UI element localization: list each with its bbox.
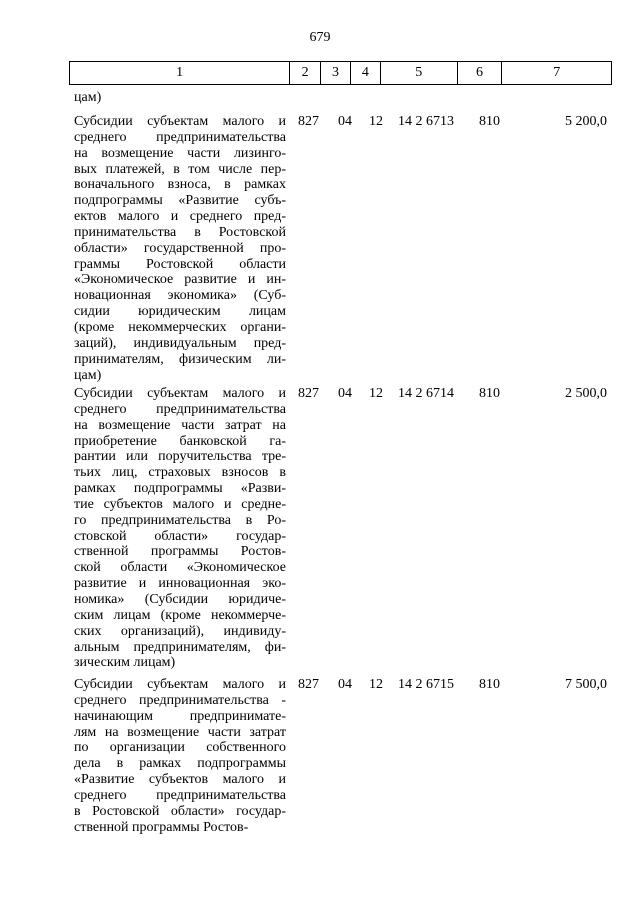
header-cell-2: 2	[290, 62, 321, 84]
header-cell-4: 4	[351, 62, 381, 84]
description-line: (кроме некоммерческих органи-	[74, 319, 286, 335]
description-line: Субсидии субъектам малого и	[74, 677, 286, 692]
description-line: Субсидии субъектам малого и	[74, 386, 286, 401]
subsection-code: 12	[369, 677, 383, 692]
description-line: тие субъектов малого и средне-	[74, 496, 286, 512]
row-description	[74, 114, 286, 383]
description-line: принимательства в Ростовской	[74, 224, 286, 240]
description-line: стовской области» государ-	[74, 528, 286, 544]
description-line: по организации собственного	[74, 740, 286, 756]
table-header	[69, 61, 612, 85]
admin-code: 827	[298, 114, 319, 129]
description-line: на возмещение части затрат на	[74, 417, 286, 433]
amount-value: 7 500,0	[565, 677, 607, 692]
expense-type-code: 810	[479, 386, 500, 401]
description-line: цам)	[74, 367, 102, 383]
description-line: граммы Ростовской области	[74, 256, 286, 272]
description-line: подпрограммы «Развитие субъ-	[74, 193, 286, 209]
description-line: ской области «Экономическое	[74, 560, 286, 576]
description-line: вых платежей, в том числе пер-	[74, 161, 286, 177]
description-line: среднего предпринимательства -	[74, 692, 286, 708]
header-cell-3: 3	[321, 62, 351, 84]
description-line: воначального взноса, в рамках	[74, 177, 286, 193]
amount-value: 2 500,0	[565, 386, 607, 401]
description-line: альным предпринимателям, фи-	[74, 639, 286, 655]
description-line: лям на возмещение части затрат	[74, 724, 286, 740]
description-line: ственной программы Ростов-	[74, 819, 249, 835]
description-line: «Развитие субъектов малого и	[74, 772, 286, 788]
target-article-code: 14 2 6714	[398, 386, 454, 401]
description-line: рамках подпрограммы «Разви-	[74, 481, 286, 497]
section-code: 04	[338, 114, 352, 129]
description-line: «Экономическое развитие и ин-	[74, 272, 286, 288]
admin-code: 827	[298, 386, 319, 401]
description-line: среднего предпринимательства	[74, 401, 286, 417]
description-line: заций), индивидуальным пред-	[74, 335, 286, 351]
description-line: тьих лиц, страховых взносов в	[74, 465, 286, 481]
description-line: области» государственной про-	[74, 240, 286, 256]
expense-type-code: 810	[479, 677, 500, 692]
description-line: принимателям, физическим ли-	[74, 351, 286, 367]
header-cell-5: 5	[381, 62, 458, 84]
subsection-code: 12	[369, 114, 383, 129]
target-article-code: 14 2 6713	[398, 114, 454, 129]
header-cell-6: 6	[458, 62, 503, 84]
description-line: рантии или поручительства тре-	[74, 449, 286, 465]
amount-value: 5 200,0	[565, 114, 607, 129]
description-line: Субсидии субъектам малого и	[74, 114, 286, 129]
subsection-code: 12	[369, 386, 383, 401]
description-line: сидии юридическим лицам	[74, 304, 286, 320]
description-line: среднего предпринимательства	[74, 787, 286, 803]
description-line: го предпринимательства в Ро-	[74, 512, 286, 528]
row-description	[74, 677, 286, 835]
header-cell-1: 1	[70, 62, 290, 84]
description-line: ственной программы Ростов-	[74, 544, 286, 560]
description-line: приобретение банковской га-	[74, 433, 286, 449]
description-line: в Ростовской области» государ-	[74, 803, 286, 819]
description-line: новационная экономика» (Суб-	[74, 288, 286, 304]
description-line: номика» (Субсидии юридиче-	[74, 591, 286, 607]
target-article-code: 14 2 6715	[398, 677, 454, 692]
section-code: 04	[338, 386, 352, 401]
description-line: на возмещение части лизинго-	[74, 145, 286, 161]
description-line: ских организаций), индивиду-	[74, 623, 286, 639]
expense-type-code: 810	[479, 114, 500, 129]
page-number: 679	[309, 30, 331, 45]
admin-code: 827	[298, 677, 319, 692]
description-line: дела в рамках подпрограммы	[74, 756, 286, 772]
description-line: начинающим предпринимате-	[74, 708, 286, 724]
description-line: ектов малого и среднего пред-	[74, 209, 286, 225]
description-line: ским лицам (кроме некоммерче-	[74, 607, 286, 623]
header-cell-7: 7	[553, 65, 561, 80]
description-line: среднего предпринимательства	[74, 129, 286, 145]
section-code: 04	[338, 677, 352, 692]
row-description	[74, 386, 286, 671]
description-line: развитие и инновационная эко-	[74, 576, 286, 592]
description-line: зическим лицам)	[74, 655, 176, 671]
continuation-text: цам)	[74, 90, 102, 105]
